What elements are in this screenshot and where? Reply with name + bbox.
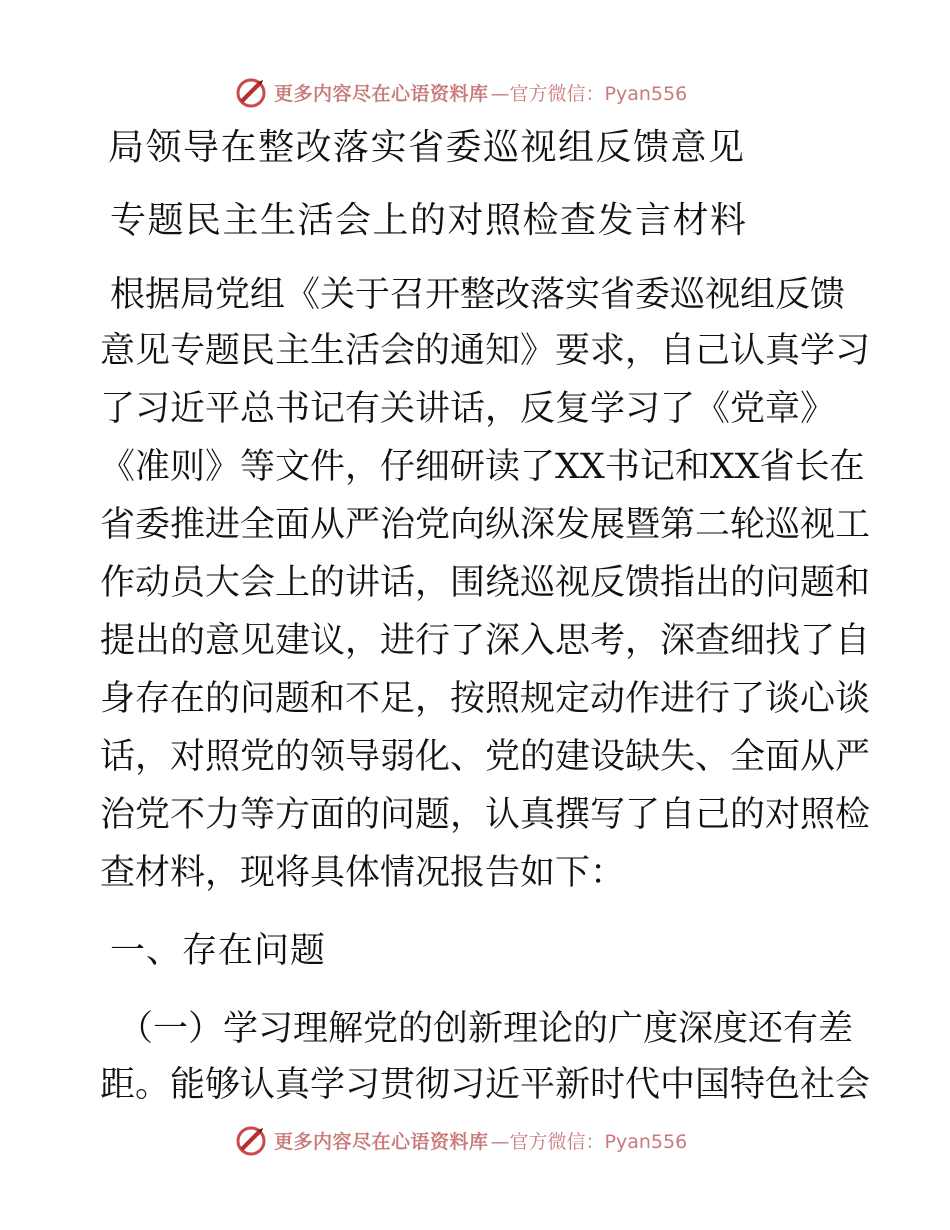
footer-watermark [234,1120,687,1160]
doc-title-line-1: 局领导在整改落实省委巡视组反馈意见 [108,127,746,168]
intro-line: 提出的意见建议，进行了深入思考，深查细找了自 [100,621,871,661]
intro-line: 《准则》等文件，仔细研读了XX书记和XX省长在 [100,447,865,487]
intro-line: 查材料，现将具体情况报告如下： [100,853,626,893]
pen-logo-icon [234,74,270,110]
header-watermark [234,72,687,112]
pen-logo-icon [234,1122,270,1158]
intro-line: 省委推进全面从严治党向纵深发展暨第二轮巡视工 [100,505,871,545]
watermark-text: 更多内容尽在心语资料库 [274,1130,489,1153]
watermark-text: 更多内容尽在心语资料库 [274,82,489,105]
watermark-wechat: —官方微信：Pyan556 [490,82,688,105]
intro-line: 身存在的问题和不足，按照规定动作进行了谈心谈 [100,679,871,719]
intro-line: 作动员大会上的讲话，围绕巡视反馈指出的问题和 [100,563,871,603]
doc-title-line-2: 专题民主生活会上的对照检查发言材料 [110,200,748,241]
intro-line: 了习近平总书记有关讲话，反复学习了《党章》 [100,389,836,429]
subsection-line: （一）学习理解党的创新理论的广度深度还有差 [118,1009,854,1049]
intro-line: 根据局党组《关于召开整改落实省委巡视组反馈 [110,275,846,315]
intro-line: 话，对照党的领导弱化、党的建设缺失、全面从严 [100,737,871,777]
intro-line: 治党不力等方面的问题，认真撰写了自己的对照检 [100,795,871,835]
intro-line: 意见专题民主生活会的通知》要求，自己认真学习 [100,331,871,371]
section-heading: 一、存在问题 [110,931,327,971]
watermark-wechat: —官方微信：Pyan556 [490,1130,688,1153]
subsection-line: 距。能够认真学习贯彻习近平新时代中国特色社会 [100,1065,871,1105]
